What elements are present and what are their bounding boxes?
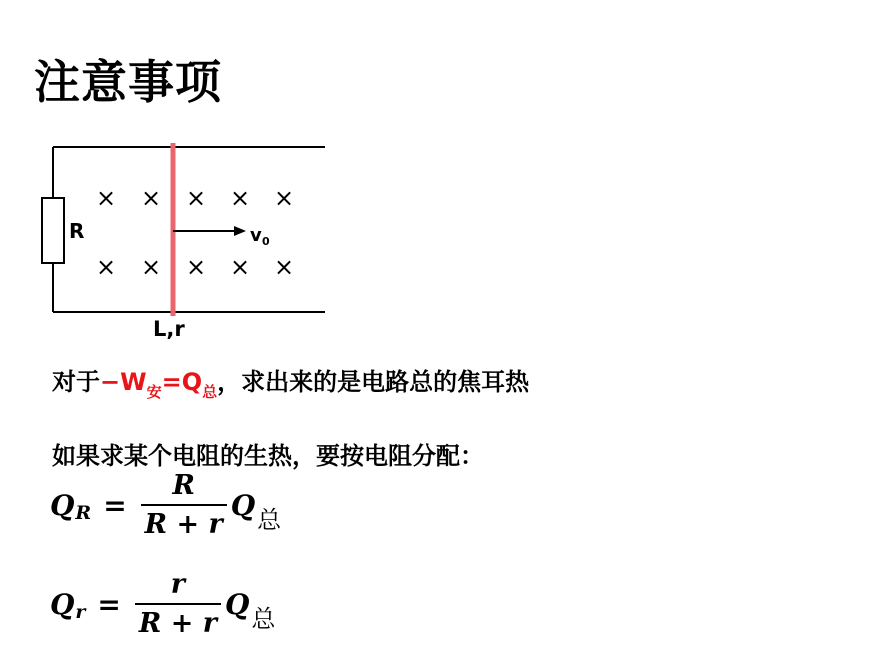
field-cross: × [140, 253, 162, 281]
field-cross: × [273, 184, 295, 212]
statement-prefix: 对于 [52, 368, 100, 396]
field-cross: × [273, 253, 295, 281]
field-cross: × [185, 253, 207, 281]
formula-qr: Q R = $\frac{R}{R + r}$ Q 总 [50, 470, 282, 540]
velocity-label: v [250, 225, 262, 246]
rod-label: L,r [153, 317, 185, 341]
fraction: $\frac{r}{R + r}$ [135, 569, 221, 639]
velocity-arrowhead [234, 226, 246, 236]
page-title: 注意事项 [34, 55, 222, 109]
negative-work-term: $-W_安=Q_总$ [100, 368, 218, 401]
field-cross: × [95, 253, 117, 281]
fraction: $\frac{R}{R + r}$ [141, 470, 227, 540]
field-cross: × [95, 184, 117, 212]
field-cross: × [229, 184, 251, 212]
velocity-subscript: 0 [262, 235, 270, 248]
statement-suffix: ，求出来的是电路总的焦耳热 [217, 368, 530, 396]
formula-qr-small: Q r = $\frac{r}{R + r}$ Q 总 [50, 569, 276, 639]
distribution-statement: 如果求某个电阻的生热，要按电阻分配： [52, 442, 484, 470]
resistor-label: R [69, 219, 85, 243]
field-cross: × [140, 184, 162, 212]
field-cross: × [185, 184, 207, 212]
joule-heat-statement [52, 362, 530, 401]
field-cross: × [229, 253, 251, 281]
resistor [42, 198, 64, 263]
